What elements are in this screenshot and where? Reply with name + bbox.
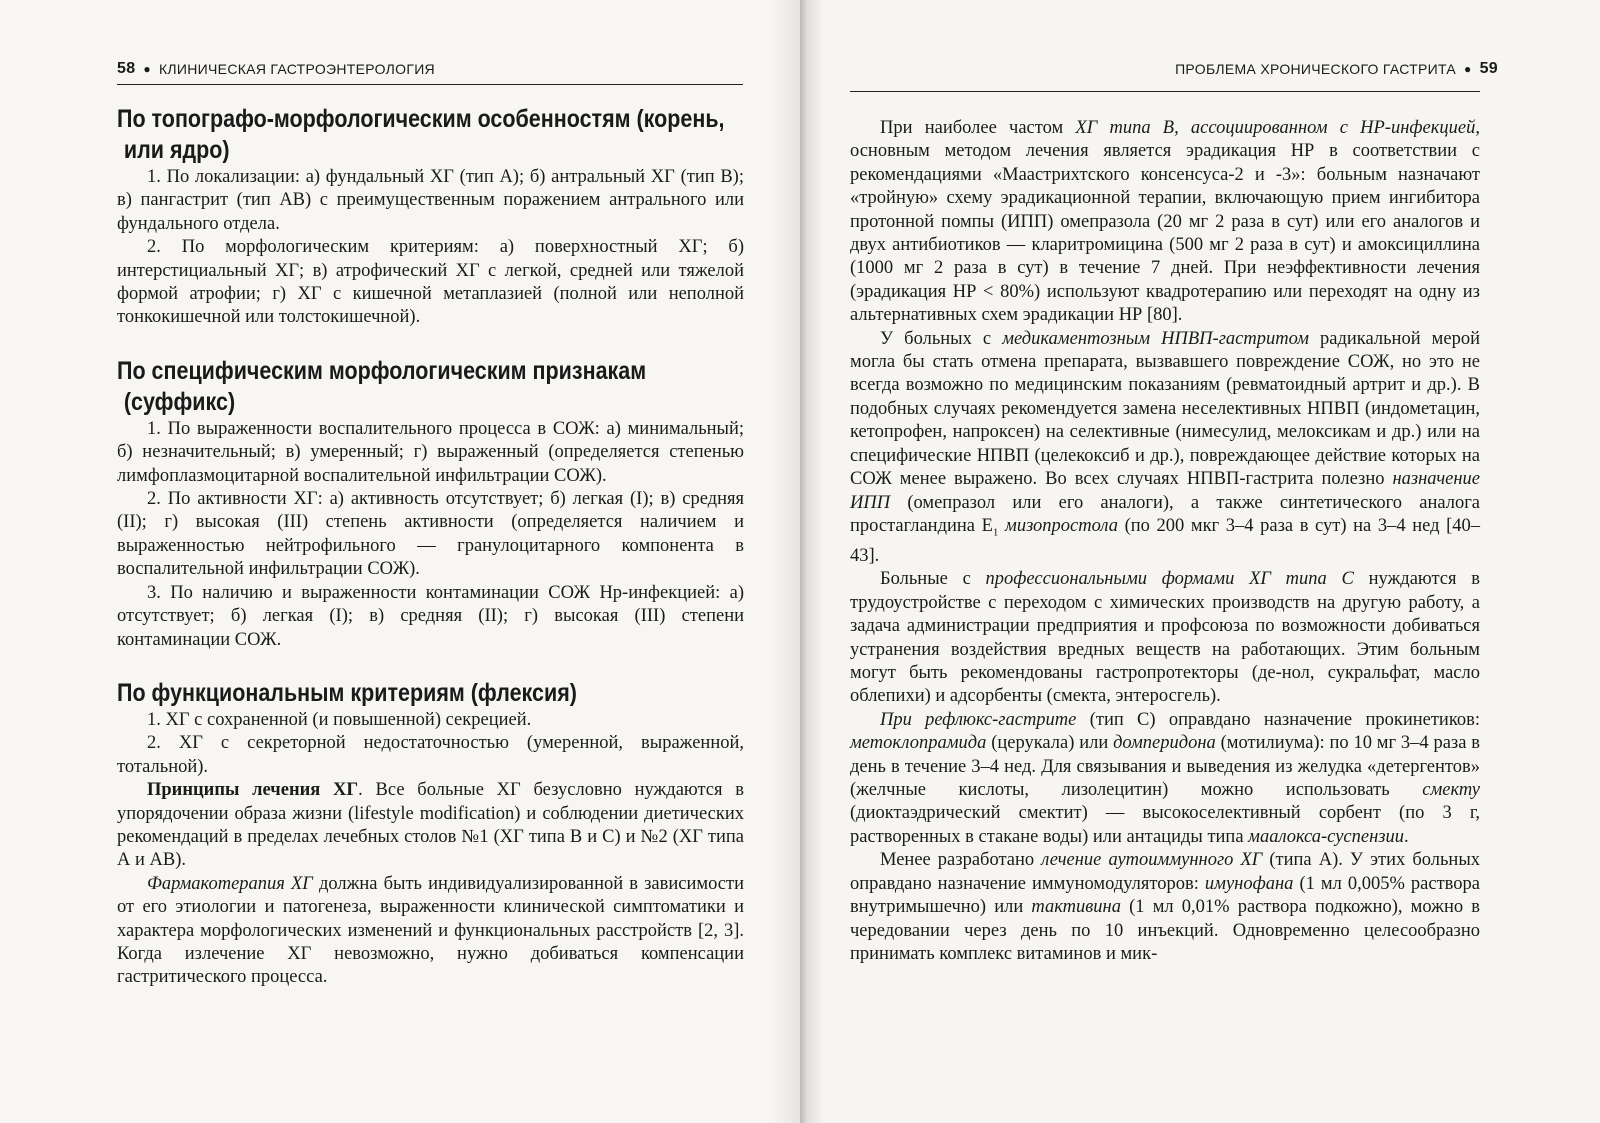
left-page-number: 58 xyxy=(117,60,136,77)
right-header-rule xyxy=(850,91,1480,92)
paragraph: 2. ХГ с секреторной недостаточностью (умеренной, выраженной, тотальной). xyxy=(117,733,744,777)
heading-line: (суффикс) xyxy=(123,387,236,416)
right-column xyxy=(850,117,1480,966)
paragraph-principles: Принципы лечения ХГ. Все больные ХГ безусловно нуждаются в упорядочении образа жизни (lifestyle modification) и соблюдении диетических рекомендаций в пределах лечебных столов №1 (ХГ типа В и С) и №2 (ХГ типа А и АВ). xyxy=(117,780,745,871)
left-running-head xyxy=(117,60,743,78)
section-heading-topography xyxy=(117,104,742,166)
bullet-icon: ● xyxy=(1464,62,1472,76)
paragraph: Менее разработано лечение аутоиммунного ХГ (типа А). У этих больных оправдано назначение иммуномодуляторов: имунофана (1 мл 0,005% раствора внутримышечно) или тактивина (1 мл 0,01% раствора подкожно), можно в чередовании через день по 10 инъекций. Одновременно целесообразно принимать комплекс витаминов и мик- xyxy=(850,850,1480,964)
italic-lead: Фармакотерапия ХГ xyxy=(147,873,313,894)
section-heading-functional xyxy=(117,678,742,709)
paragraph: У больных с медикаментозным НПВП-гастритом радикальной мерой могла бы стать отмена препарата, вызвавшего повреждение СОЖ, но это не всегда возможно по медицинским показаниям (ревматоидный артрит и др.). В подобных случаях рекомендуется замена неселективных НПВП (индометацин, кетопрофен, напроксен) на селективные (нимесулид, мелоксикам и др.) или на специфические НПВП (целекоксиб и др.), повреждающее действие которых на СОЖ менее выражено. Во всех случаях НПВП-гастрита полезно назначение ИПП (омепразол или его аналоги), а также синтетического аналога простагландина $E_1$ мизопростола (по 200 мкг 3–4 раза в сут) на 3–4 нед [40–43]. xyxy=(850,328,1480,566)
paragraph: 2. По морфологическим критериям: а) поверхностный ХГ; б) интерстициальный ХГ; в) атрофический ХГ с легкой, средней или тяжелой формой атрофии; г) ХГ с кишечной метаплазией (полной или неполной тонкокишечной или толстокишечной). xyxy=(117,237,744,328)
right-running-head xyxy=(868,60,1498,78)
left-column xyxy=(117,104,744,990)
bullet-icon: ● xyxy=(143,62,151,76)
left-running-title: КЛИНИЧЕСКАЯ ГАСТРОЭНТЕРОЛОГИЯ xyxy=(158,61,435,77)
paragraph: 3. По наличию и выраженности контаминации СОЖ Нр-инфекцией: а) отсутствует; б) легкая (I); в) средняя (II); г) высокая (III) степени контаминации СОЖ. xyxy=(117,582,744,650)
heading-line: По топографо-морфологическим особенностям (корень, xyxy=(117,105,725,133)
paragraph: 1. По локализации: а) фундальный ХГ (тип А); б) антральный ХГ (тип В); в) пангастрит (тип АВ) с преимущественным поражением антрального или фундального отдела. xyxy=(117,167,744,234)
paragraph: 1. ХГ с сохраненной (и повышенной) секрецией. xyxy=(147,709,532,730)
right-running-title: ПРОБЛЕМА ХРОНИЧЕСКОГО ГАСТРИТА xyxy=(1175,61,1457,77)
heading-line: По специфическим морфологическим признакам xyxy=(117,356,647,385)
heading-line: По функциональным критериям (флексия) xyxy=(117,678,577,707)
paragraph: Больные с профессиональными формами ХГ типа С нуждаются в трудоустройстве с переходом с химических производств на другую работу, а задача администрации предприятия и профсоюза по возможности добиваться устранения воздействия вредных веществ на работающих. Этим больным могут быть рекомендованы гастропротекторы (де-нол, сукральфат, масло облепихи) и адсорбенты (смекта, энтеросгель). xyxy=(850,569,1480,707)
bold-lead: Принципы лечения ХГ xyxy=(147,780,359,801)
book-gutter xyxy=(800,0,822,1123)
paragraph: При наиболее частом ХГ типа В, ассоциированном с НР-инфекцией, основным методом лечения является эрадикация НР в соответствии с рекомендациями «Маастрихтского консенсуса-2 и -3»: больным назначают «тройную» схему эрадикационной терапии, включающую прием ингибитора протонной помпы (ИПП) омепразола (20 мг 2 раза в сут) или его аналогов и двух антибиотиков — кларитромицина (500 мг 2 раза в сут) и амоксициллина (1000 мг 2 раза в сут) в течение 7 дней. При неэффективности лечения (эрадикация НР < 80%) используют квадротерапию или переходят на одну из альтернативных схем эрадикации НР [80]. xyxy=(850,118,1480,326)
paragraph-pharmacotherapy: Фармакотерапия ХГ должна быть индивидуализированной в зависимости от его этиологии и патогенеза, выраженности клинической симптоматики и характера морфологических изменений и функциональных расстройств [2, 3]. Когда излечение ХГ невозможно, нужно добиваться компенсации гастритического процесса. xyxy=(117,873,744,988)
paragraph: 2. По активности ХГ: а) активность отсутствует; б) легкая (I); в) средняя (II); г) высокая (III) степень активности (определяется наличием и выраженностью нейтрофильного — гранулоцитарного компонента в воспалительной инфильтрации СОЖ). xyxy=(117,489,744,580)
paragraph: 1. По выраженности воспалительного процесса в СОЖ: а) минимальный; б) незначительный; в) умеренный; г) выраженный (определяется степенью лимфоплазмоцитарной воспалительной инфильтрации СОЖ). xyxy=(117,418,744,486)
section-heading-specific xyxy=(117,356,742,418)
paragraph: При рефлюкс-гастрите (тип С) оправдано назначение прокинетиков: метоклопрамида (церукала) или домперидона (мотилиума): по 10 мг 3–4 раза в день в течение 3–4 нед. Для связывания и выведения из желудка «детергентов» (желчные кислоты, лизолецитин) можно использовать смекту (диоктаэдрический смектит) — высокоселективный сорбент (по 3 г, растворенных в стакане воды) или антациды типа маалокса-суспензии. xyxy=(850,709,1480,847)
left-header-rule xyxy=(117,84,743,85)
right-page-number: 59 xyxy=(1479,60,1498,77)
book-gutter-shadow xyxy=(770,0,800,1123)
heading-line: или ядро) xyxy=(123,136,230,164)
